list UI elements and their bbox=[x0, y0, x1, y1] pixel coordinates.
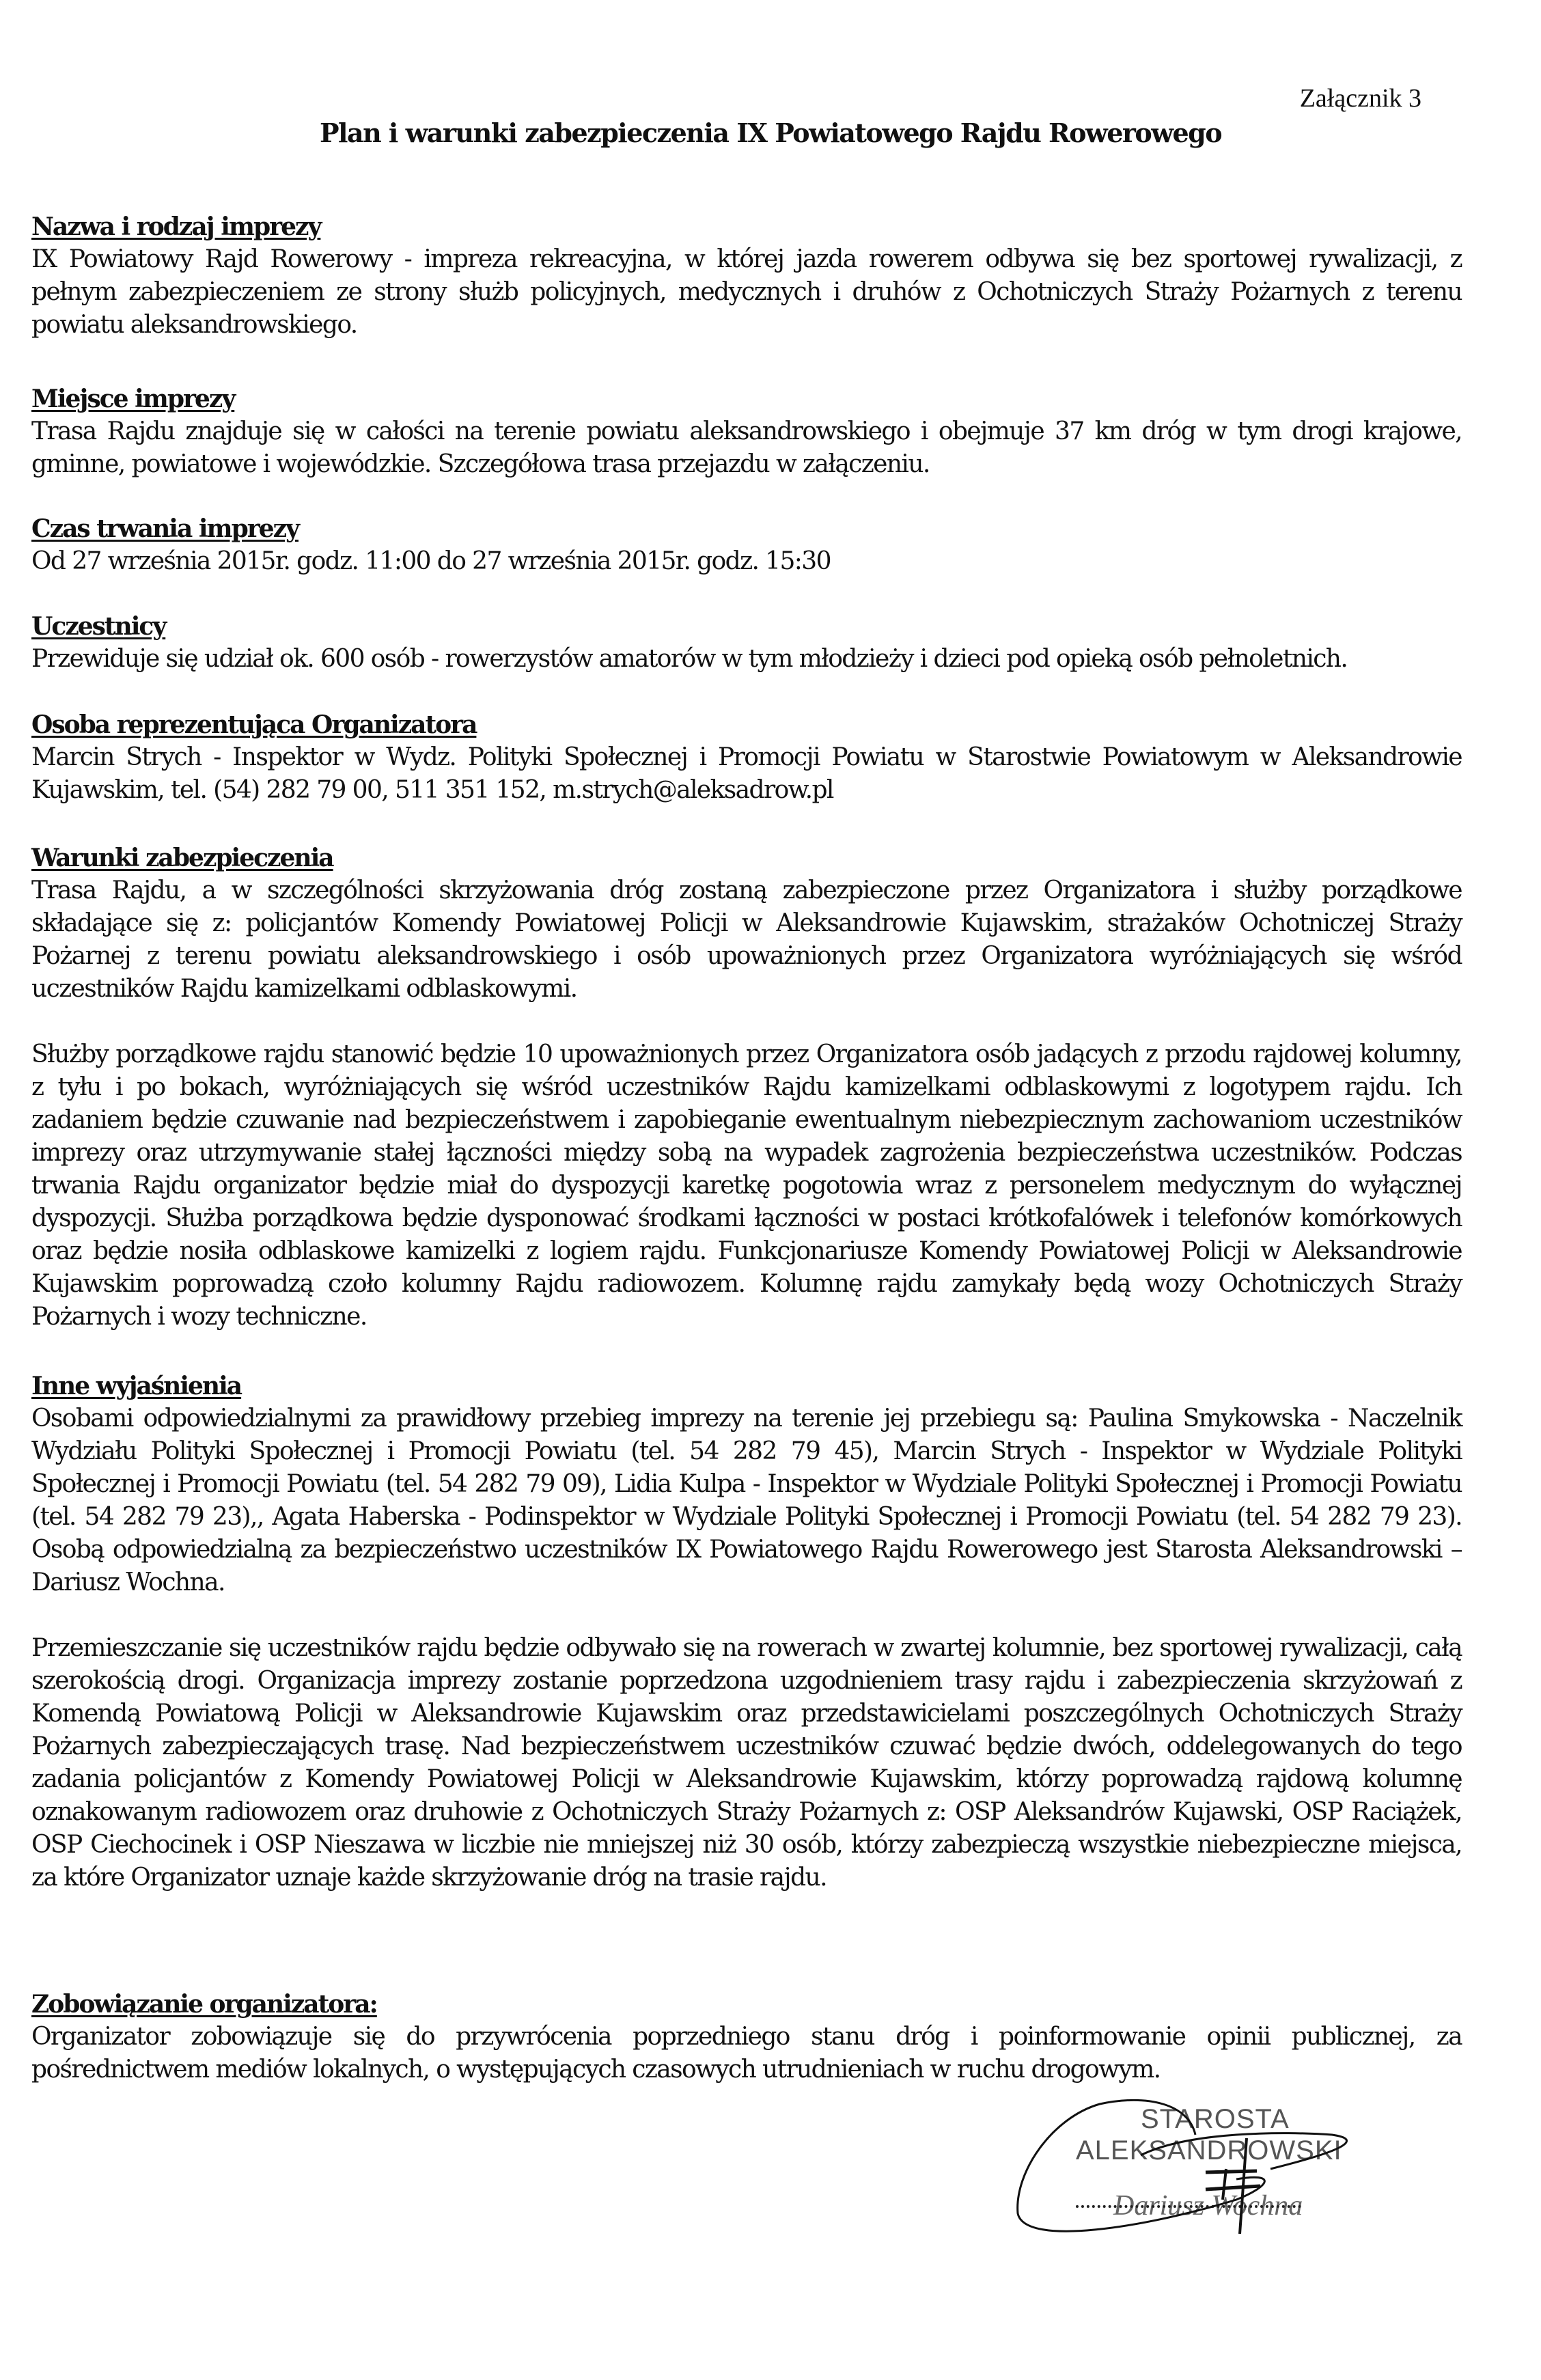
section-paragraph: IX Powiatowy Rajd Rowerowy - impreza rekreacyjna, w której jazda rowerem odbywa się bez sportowej rywalizacji, z pełnym zabezpieczeniem ze strony służb policyjnych, medycznych i druhów z Ochotniczych Straży Pożarnych z terenu powiatu aleksandrowskiego. bbox=[31, 245, 1462, 339]
section-paragraph: Przewiduje się udział ok. 600 osób - rowerzystów amatorów w tym młodzieży i dzieci pod opieką osób pełnoletnich. bbox=[31, 645, 1348, 673]
section-event-location bbox=[31, 383, 1462, 481]
section-heading: Osoba reprezentująca Organizatora bbox=[31, 710, 477, 739]
section-paragraph: Organizator zobowiązuje się do przywrócenia poprzedniego stanu dróg i poinformowanie opinii publicznej, za pośrednictwem mediów lokalnych, o występujących czasowych utrudnieniach w ruchu drogowym. bbox=[31, 2023, 1462, 2084]
section-heading: Miejsce imprezy bbox=[31, 385, 235, 413]
annex-label: Załącznik 3 bbox=[1299, 84, 1421, 113]
section-paragraph: Przemieszczanie się uczestników rajdu będzie odbywało się na rowerach w zwartej kolumnie, bez sportowej rywalizacji, całą szerokością drogi. Organizacja imprezy zostanie poprzedzona uzgodnieniem trasy rajdu i zabezpieczenia skrzyżowań z Komendą Powiatową Policji w Aleksandrowie Kujawskim oraz przedstawicielami poszczególnych Ochotniczych Straży Pożarnych zabezpieczających trasę. Nad bezpieczeństwem uczestników czuwać będzie dwóch, oddelegowanych do tego zadania policjantów z Komendy Powiatowej Policji w Aleksandrowie Kujawskim, którzy poprowadzą rajdową kolumnę oznakowanym radiowozem oraz druhowie z Ochotniczych Straży Pożarnych z: OSP Aleksandrów Kujawski, OSP Raciążek, OSP Ciechocinek i OSP Nieszawa w liczbie nie mniejszej niż 30 osób, którzy zabezpieczą wszystkie niebezpieczne miejsca, za które Organizator uznaje każde skrzyżowanie dróg na trasie rajdu. bbox=[31, 1634, 1462, 1892]
stamp-title: STAROSTA bbox=[1141, 2104, 1290, 2134]
stamp-signatory-name: Dariusz Wochna bbox=[1113, 2190, 1303, 2222]
section-paragraph: Marcin Strych - Inspektor w Wydz. Polityki Społecznej i Promocji Powiatu w Starostwie Powiatowym w Aleksandrowie Kujawskim, tel. (54) 282 79 00, 511 351 152, m.strych@aleksadrow.pl bbox=[31, 743, 1462, 804]
section-paragraph: Od 27 września 2015r. godz. 11:00 do 27 września 2015r. godz. 15:30 bbox=[31, 547, 831, 575]
stamp-office: ALEKSANDROWSKI bbox=[1076, 2135, 1342, 2165]
section-security-conditions bbox=[31, 842, 1462, 1333]
section-paragraph: Służby porządkowe rajdu stanowić będzie 10 upoważnionych przez Organizatora osób jadących z przodu rajdowej kolumny, z tyłu i po bokach, wyróżniających się wśród uczestników Rajdu kamizelkami odblaskowymi z logotypem rajdu. Ich zadaniem będzie czuwanie nad bezpieczeństwem i zapobieganie ewentualnym niebezpiecznym zachowaniom uczestników imprezy oraz utrzymywanie stałej łączności między sobą na wypadek zagrożenia bezpieczeństwa uczestników. Podczas trwania Rajdu organizator będzie miał do dyspozycji karetkę pogotowia wraz z personelem medycznym do wyłącznej dyspozycji. Służba porządkowa będzie dysponować środkami łączności w postaci krótkofalówek i telefonów komórkowych oraz będzie nosiła odblaskowe kamizelki z logiem rajdu. Funkcjonariusze Komendy Powiatowej Policji w Aleksandrowie Kujawskim poprowadzą czoło kolumny Rajdu radiowozem. Kolumnę rajdu zamykały będą wozy Ochotniczych Straży Pożarnych i wozy techniczne. bbox=[31, 1040, 1462, 1331]
section-paragraph: Osobami odpowiedzialnymi za prawidłowy przebieg imprezy na terenie jej przebiegu są: Paulina Smykowska - Naczelnik Wydziału Polityki Społecznej i Promocji Powiatu (tel. 54 282 79 45), Marcin Strych - Inspektor w Wydziale Polityki Społecznej i Promocji Powiatu (tel. 54 282 79 09), Lidia Kulpa - Inspektor w Wydziale Polityki Społecznej i Promocji Powiatu (tel. 54 282 79 23),, Agata Haberska - Podinspektor w Wydziale Polityki Społecznej i Promocji Powiatu (tel. 54 282 79 23). Osobą odpowiedzialną za bezpieczeństwo uczestników IX Powiatowego Rajdu Rowerowego jest Starosta Aleksandrowski – Dariusz Wochna. bbox=[31, 1405, 1462, 1596]
section-heading: Uczestnicy bbox=[31, 612, 166, 641]
section-participants bbox=[31, 610, 1462, 676]
section-heading: Inne wyjaśnienia bbox=[31, 1372, 242, 1400]
section-other-explanations bbox=[31, 1370, 1462, 1894]
signature-stamp bbox=[1011, 2090, 1393, 2241]
section-organizer-representative bbox=[31, 708, 1462, 807]
handwritten-signature-icon bbox=[1011, 2090, 1393, 2241]
section-heading: Nazwa i rodzaj imprezy bbox=[31, 212, 321, 241]
section-event-name bbox=[31, 210, 1462, 342]
document-title: Plan i warunki zabezpieczenia IX Powiatowego Rajdu Rowerowego bbox=[319, 117, 1222, 148]
section-paragraph: Trasa Rajdu znajduje się w całości na terenie powiatu aleksandrowskiego i obejmuje 37 km dróg w tym drogi krajowe, gminne, powiatowe i wojewódzkie. Szczegółowa trasa przejazdu w załączeniu. bbox=[31, 417, 1462, 478]
section-event-duration bbox=[31, 512, 1462, 578]
section-organizer-commitment bbox=[31, 1988, 1462, 2086]
section-heading: Zobowiązanie organizatora: bbox=[31, 1990, 377, 2019]
section-heading: Warunki zabezpieczenia bbox=[31, 844, 333, 872]
section-paragraph: Trasa Rajdu, a w szczególności skrzyżowania dróg zostaną zabezpieczone przez Organizatora i służby porządkowe składające się z: policjantów Komendy Powiatowej Policji w Aleksandrowie Kujawskim, strażaków Ochotniczej Straży Pożarnej z terenu powiatu aleksandrowskiego i osób upoważnionych przez Organizatora wyróżniających się wśród uczestników Rajdu kamizelkami odblaskowymi. bbox=[31, 876, 1462, 1003]
section-heading: Czas trwania imprezy bbox=[31, 514, 299, 543]
